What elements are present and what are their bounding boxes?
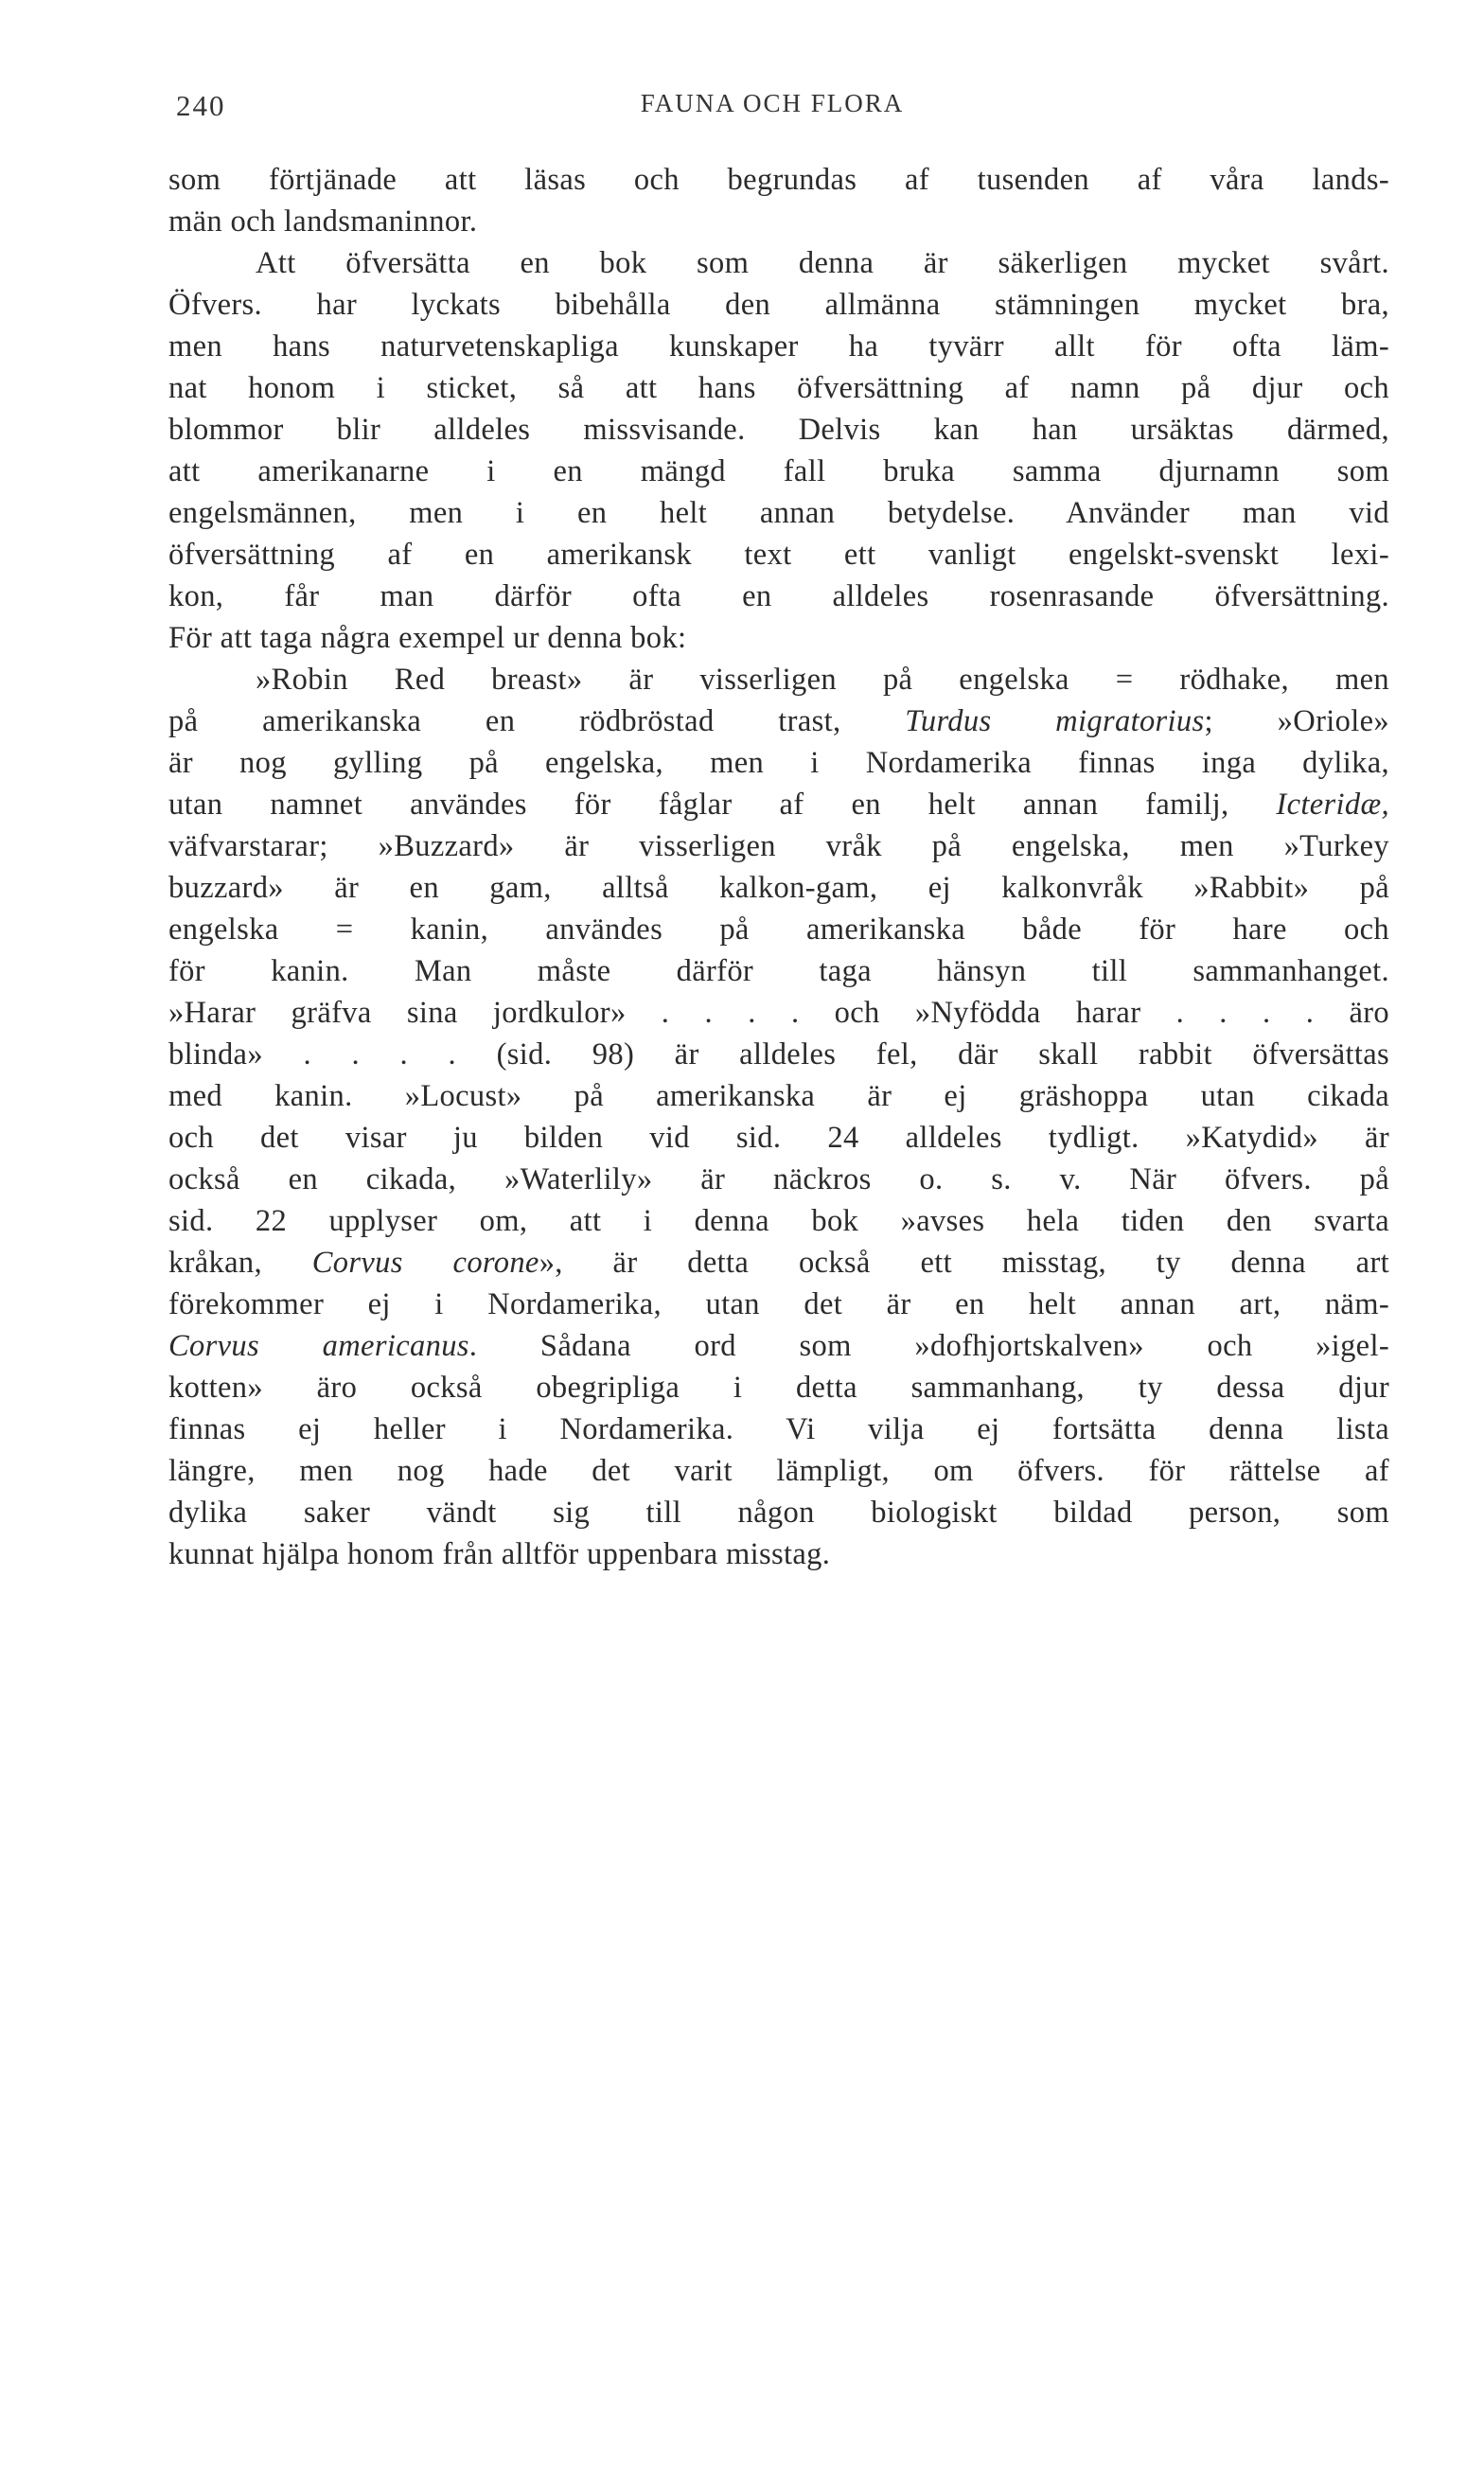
text-line: kunnat hjälpa honom från alltför uppenbara misstag. (168, 1537, 831, 1571)
text-line: och det visar ju bilden vid sid. 24 alldeles tydligt. »Katydid» är (168, 1121, 1389, 1155)
text-line: engelska = kanin, användes på amerikanska både för hare och (168, 912, 1389, 947)
running-title: FAUNA OCH FLORA (640, 89, 905, 117)
page-number: 240 (176, 89, 226, 122)
text-line: men hans naturvetenskapliga kunskaper ha tyvärr allt för ofta läm- (168, 329, 1389, 363)
text-line: buzzard» är en gam, alltså kalkon-gam, ej kalkonvråk »Rabbit» på (168, 871, 1389, 905)
text-line: »Harar gräfva sina jordkulor» . . . . och »Nyfödda harar . . . . äro (168, 996, 1389, 1030)
latin-name: Corvus corone (311, 1246, 539, 1280)
latin-name: Turdus migratorius (905, 704, 1205, 738)
text-line: också en cikada, »Waterlily» är näckros o. s. v. När öfvers. på (168, 1162, 1389, 1196)
text-line: längre, men nog hade det varit lämpligt, om öfvers. för rättelse af (168, 1454, 1389, 1488)
text-line: som förtjänade att läsas och begrundas af tusenden af våra lands- (168, 163, 1389, 197)
text-line: finnas ej heller i Nordamerika. Vi vilja ej fortsätta denna lista (168, 1412, 1389, 1446)
text-line: Corvus americanus. Sådana ord som »dofhjortskalven» och »igel- (168, 1329, 1389, 1363)
paragraph-start-line: »Robin Red breast» är visserligen på engelska = rödhake, men (256, 663, 1389, 697)
text-line: För att taga några exempel ur denna bok: (168, 621, 687, 655)
text-line: dylika saker vändt sig till någon biologiskt bildad person, som (168, 1496, 1389, 1530)
text-line: kon, får man därför ofta en alldeles rosenrasande öfversättning. (168, 579, 1389, 613)
article-text (168, 159, 1389, 1575)
text-line: öfversättning af en amerikansk text ett vanligt engelskt-svenskt lexi- (168, 538, 1389, 572)
text-line: sid. 22 upplyser om, att i denna bok »avses hela tiden den svarta (168, 1204, 1389, 1238)
text-line: Öfvers. har lyckats bibehålla den allmänna stämningen mycket bra, (168, 288, 1389, 322)
text-line: utan namnet användes för fåglar af en helt annan familj, Icteridæ, (168, 788, 1389, 822)
text-line: kråkan, Corvus corone», är detta också ett misstag, ty denna art (168, 1246, 1389, 1280)
text-line: för kanin. Man måste därför taga hänsyn till sammanhanget. (168, 954, 1389, 988)
text-line: nat honom i sticket, så att hans öfversättning af namn på djur och (168, 371, 1389, 405)
paragraph-start-line: Att öfversätta en bok som denna är säkerligen mycket svårt. (256, 246, 1389, 280)
text-line: engelsmännen, men i en helt annan betydelse. Använder man vid (168, 496, 1389, 530)
text-line: är nog gylling på engelska, men i Nordamerika finnas inga dylika, (168, 746, 1389, 780)
text-line: kotten» äro också obegripliga i detta sammanhang, ty dessa djur (168, 1371, 1389, 1405)
latin-name: Corvus americanus (168, 1329, 469, 1363)
text-line: på amerikanska en rödbröstad trast, Turdus migratorius; »Oriole» (168, 704, 1389, 738)
text-line: blommor blir alldeles missvisande. Delvis kan han ursäktas därmed, (168, 413, 1389, 447)
page-header (167, 81, 1378, 125)
text-line: blinda» . . . . (sid. 98) är alldeles fel, där skall rabbit öfversättas (168, 1037, 1389, 1072)
text-line: män och landsmaninnor. (168, 204, 478, 239)
text-line: med kanin. »Locust» på amerikanska är ej gräshoppa utan cikada (168, 1079, 1389, 1113)
text-line: väfvarstarar; »Buzzard» är visserligen vråk på engelska, men »Turkey (168, 829, 1389, 863)
text-line: förekommer ej i Nordamerika, utan det är en helt annan art, näm- (168, 1287, 1389, 1321)
latin-name: Icteridæ, (1276, 788, 1389, 822)
text-line: att amerikanarne i en mängd fall bruka samma djurnamn som (168, 454, 1389, 488)
